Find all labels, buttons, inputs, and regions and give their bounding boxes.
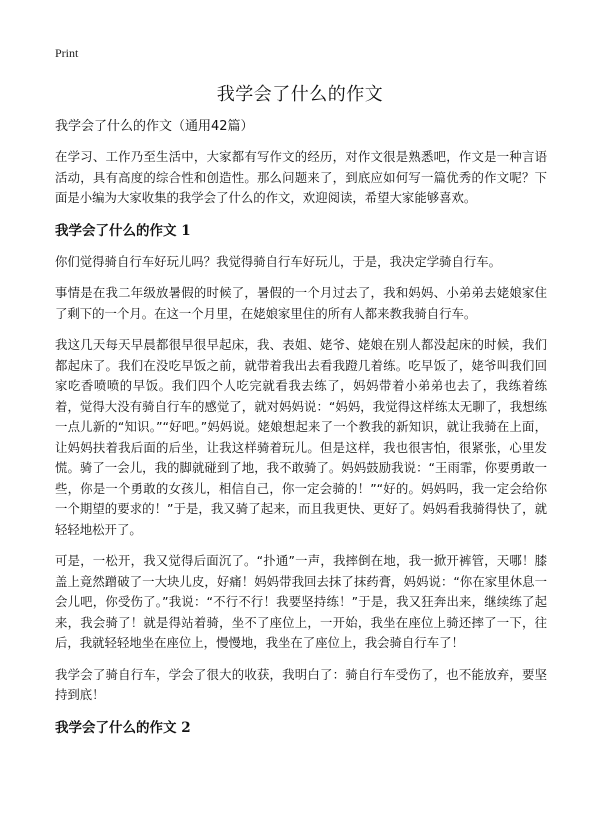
print-link[interactable]: Print bbox=[55, 46, 79, 60]
section-paragraph: 可是，一松开，我又觉得后面沉了。“扑通”一声，我摔倒在地，我一掀开裤管，天哪！膝盖上竟然蹭破了一大块儿皮，好痛！妈妈带我回去抹了抹药膏，妈妈说：“你在家里休息一会儿吧，你受伤了。”我说：“不行不行！我要坚持练！”于是，我又狂奔出来，继续练了起来，我会骑了！就是得站着骑，坐不了座位上，一开始，我坐在座位上骑还摔了一下，往后，我就轻轻地坐在座位上，慢慢地，我坐在了座位上，我会骑自行车了！ bbox=[55, 553, 547, 650]
section-paragraph: 我这几天每天早晨都很早很早起床，我、表姐、姥爷、姥娘在别人都没起床的时候，我们都起床了。我们在没吃早饭之前，就带着我出去看我蹬几着练。吃早饭了，姥爷叫我们回家吃香喷喷的早饭。我们四个人吃完就看我去练了，妈妈带着小弟弟也去了，我练着练着，觉得大没有骑自行车的感觉了，就对妈妈说：“妈妈，我觉得这样练太无聊了，我想练一点儿新的“知识。”“好吧。”妈妈说。姥娘想起来了一个教我的新知识，就让我骑在上面，让妈妈扶着我后面的后坐，让我这样骑着玩儿。但是这样，我也很害怕，很紧张，心里发慌。骑了一会儿，我的脚就碰到了地，我不敢骑了。妈妈鼓励我说：“王雨霏，你要勇敢一些，你是一个勇敢的女孩儿，相信自己，你一定会骑的！”“好的。妈妈吗，我一定会给你一个期望的要求的！”于是，我又骑了起来，而且我更快、更好了。妈妈看我骑得快了，就轻轻地松开了。 bbox=[55, 337, 547, 537]
intro-paragraph: 在学习、工作乃至生活中，大家都有写作文的经历，对作文很是熟悉吧，作文是一种言语活动，具有高度的综合性和创造性。那么问题来了，到底应如何写一篇优秀的作文呢？下面是小编为大家收集的我学会了什么的作文，欢迎阅读，希望大家能够喜欢。 bbox=[55, 149, 547, 205]
section-paragraph: 你们觉得骑自行车好玩儿吗？我觉得骑自行车好玩儿，于是，我决定学骑自行车。 bbox=[55, 253, 502, 269]
section-paragraph: 事情是在我二年级放暑假的时候了，暑假的一个月过去了，我和妈妈、小弟弟去姥娘家住了剩下的一个月。在这一个月里，在姥娘家里住的所有人都来教我骑自行车。 bbox=[55, 285, 547, 321]
section-heading: 我学会了什么的作文 2 bbox=[55, 719, 191, 736]
article-body bbox=[55, 117, 547, 749]
section-paragraph: 我学会了骑自行车，学会了很大的收获，我明白了：骑自行车受伤了，也不能放弃，要坚持到底！ bbox=[55, 666, 547, 702]
section-heading: 我学会了什么的作文 1 bbox=[55, 222, 191, 239]
page-title: 我学会了什么的作文 bbox=[216, 84, 384, 105]
article-subtitle: 我学会了什么的作文（通用42篇） bbox=[55, 119, 254, 134]
